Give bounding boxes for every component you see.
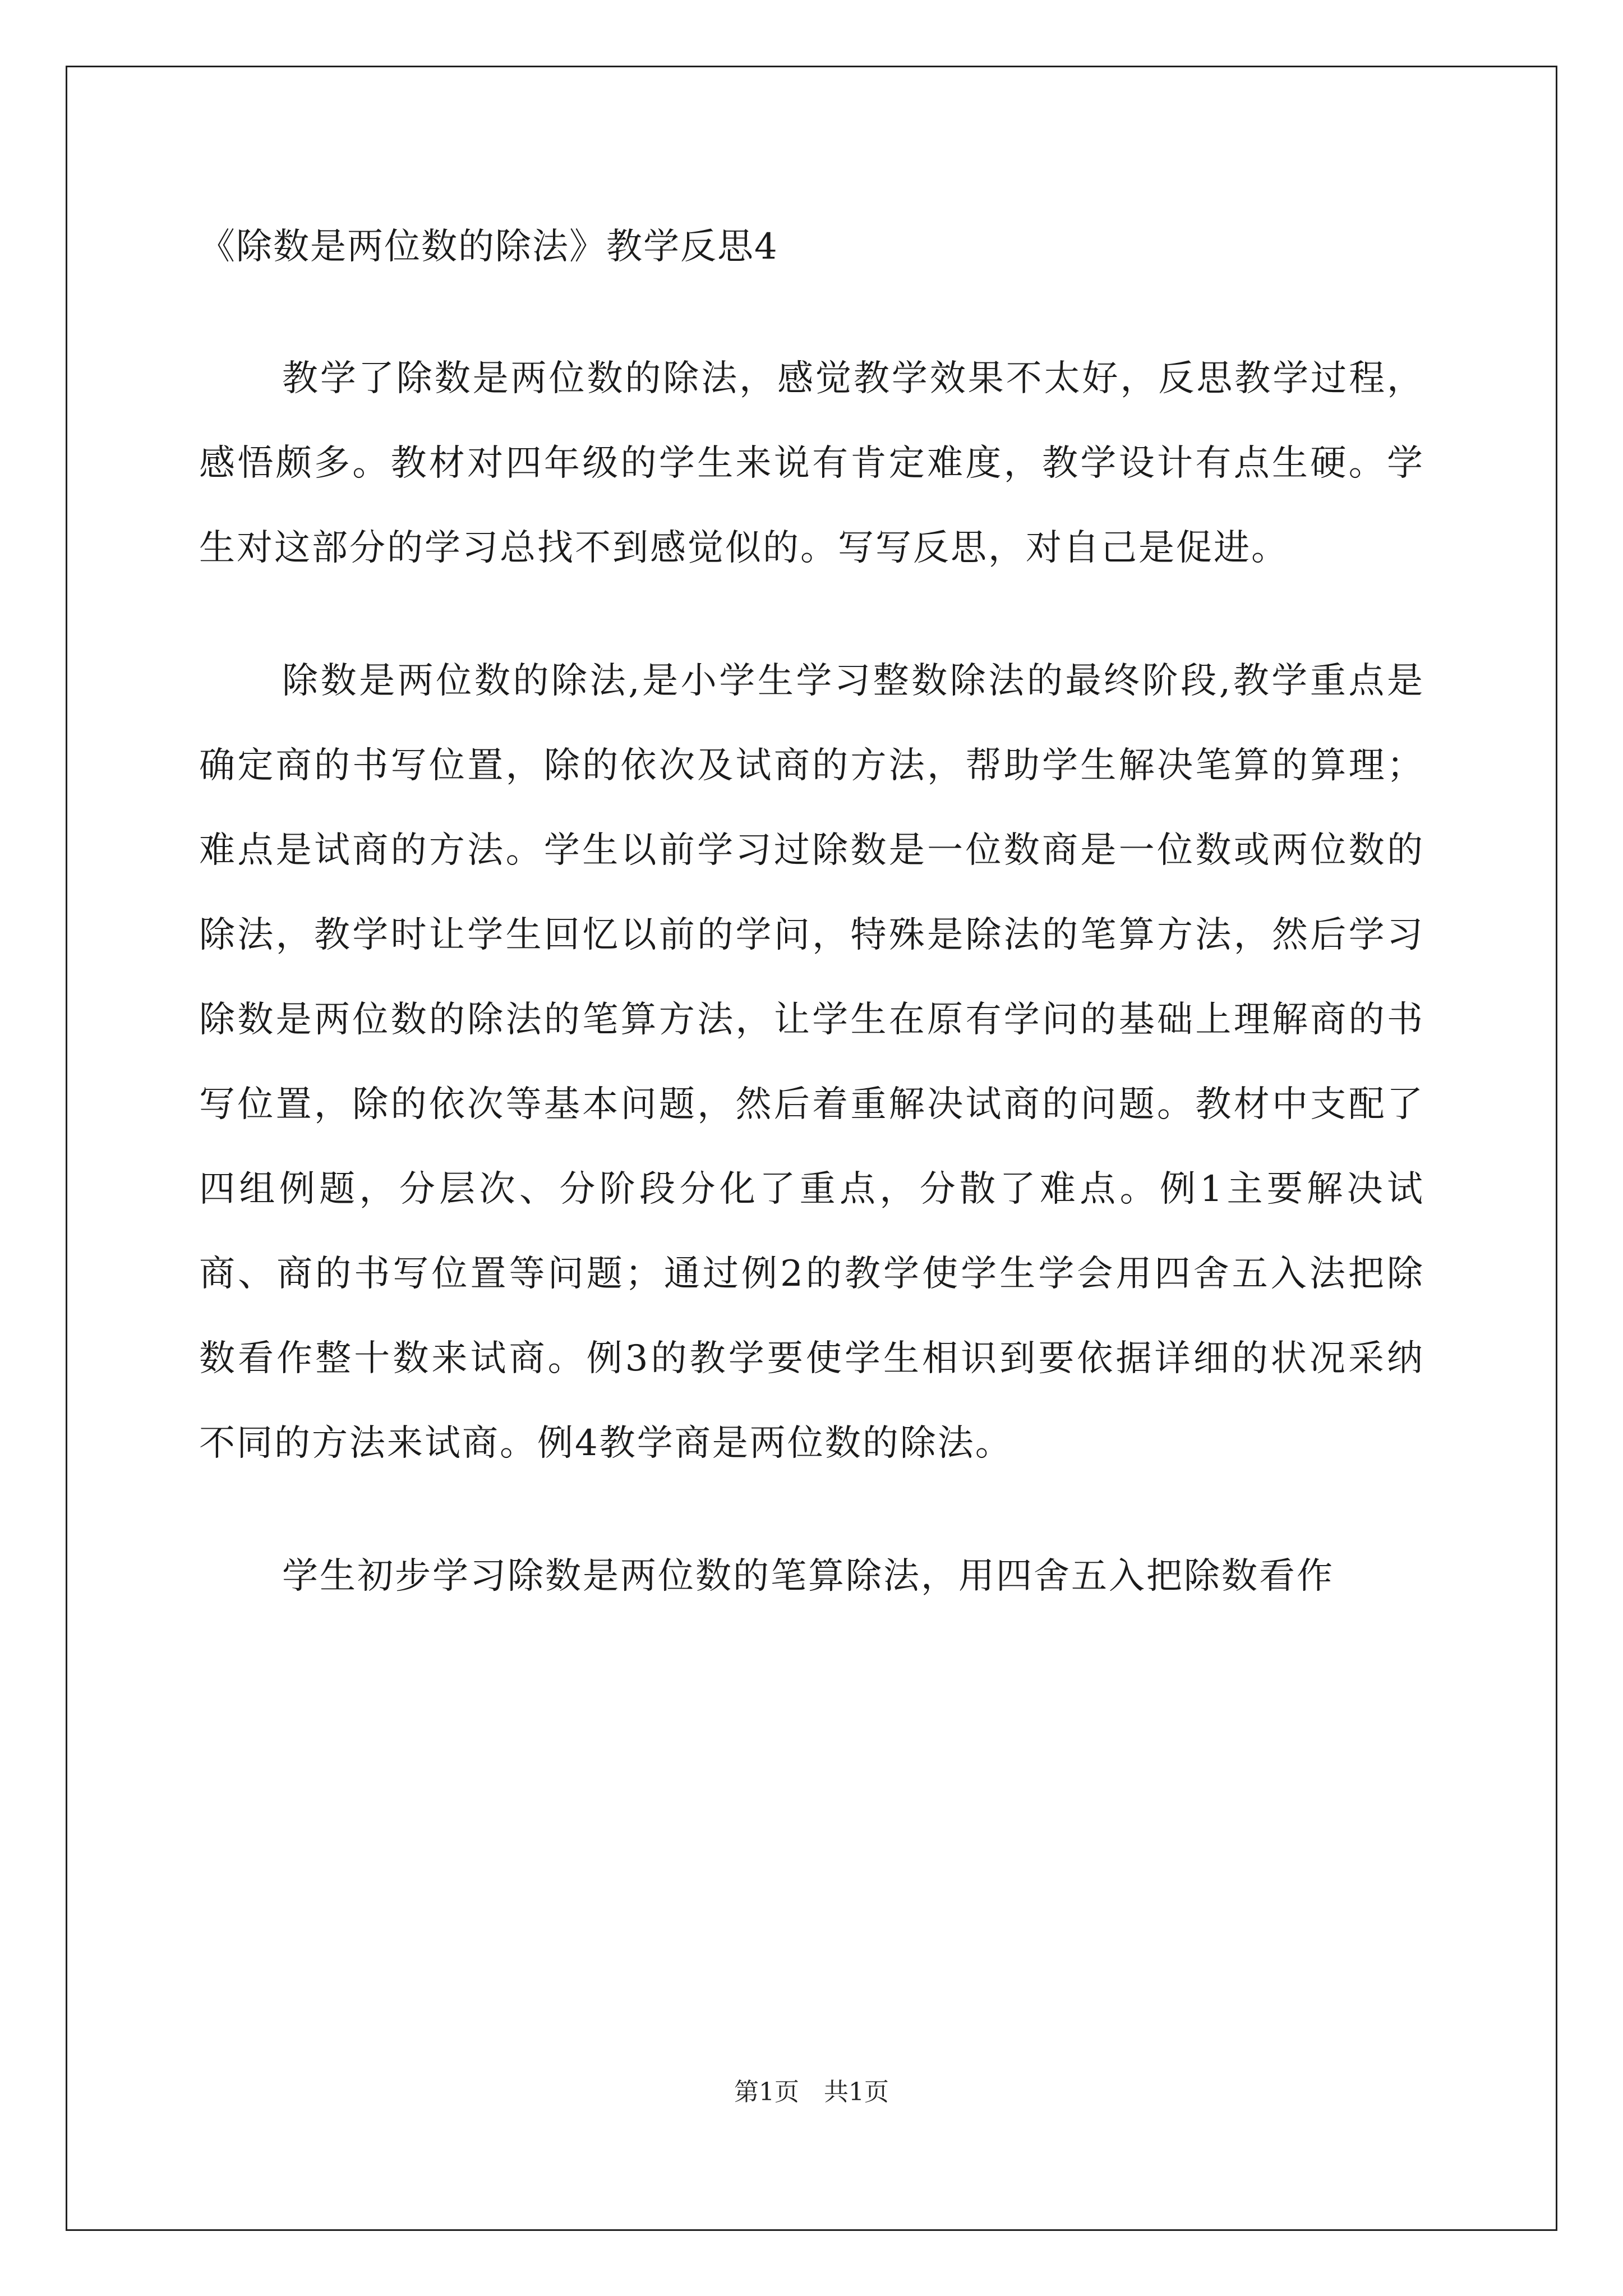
paragraph-3: 学生初步学习除数是两位数的笔算除法，用四舍五入把除数看作 — [282, 1556, 1334, 1597]
page-footer: 第1页 共1页 — [734, 2078, 889, 2106]
document-title: 《除数是两位数的除法》教学反思4 — [199, 226, 778, 268]
paragraph-2: 除数是两位数的除法,是小学生学习整数除法的最终阶段,教学重点是确定商的书写位置，除的依次及试商的方法，帮助学生解决笔算的算理；难点是试商的方法。学生以前学习过除数是一位数商是一位数或两位数的除法，教学时让学生回忆以前的学问，特殊是除法的笔算方法，然后学习除数是两位数的除法的笔算方法，让学生在原有学问的基础上理解商的书写位置，除的依次等基本问题，然后着重解决试商的问题。教材中支配了四组例题，分层次、分阶段分化了重点，分散了难点。例1主要解决试商、商的书写位置等问题；通过例2的教学使学生学会用四舍五入法把除数看作整十数来试商。例3的教学要使学生相识到要依据详细的状况采纳不同的方法来试商。例4教学商是两位数的除法。 — [199, 660, 1424, 1464]
document-body — [199, 224, 1424, 1667]
paragraph-1: 教学了除数是两位数的除法，感觉教学效果不太好，反思教学过程，感悟颇多。教材对四年级的学生来说有肯定难度，教学设计有点生硬。学生对这部分的学习总找不到感觉似的。写写反思，对自己是促进。 — [199, 358, 1424, 569]
